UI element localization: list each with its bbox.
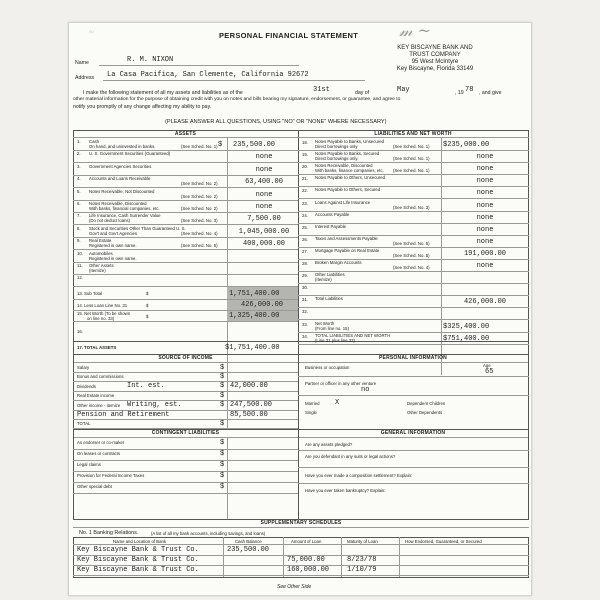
contingent-row-label: Other special debt xyxy=(77,484,112,489)
single-label: Single xyxy=(305,410,317,415)
liability-row-sublabel: (Itemize) xyxy=(315,277,332,283)
liability-row-value: none xyxy=(476,237,494,246)
subtotal-dollar: $ xyxy=(146,291,149,296)
income-row-label: Salary xyxy=(77,365,90,370)
asset-row-label: Cash xyxy=(89,139,100,144)
income-row-note: Pension and Retirement xyxy=(77,410,170,419)
asset-row-number: 7. xyxy=(77,213,81,219)
income-row-label: TOTAL xyxy=(77,421,91,427)
income-row-dollar: $ xyxy=(220,372,225,381)
liability-row-value: none xyxy=(476,213,494,222)
name-label: Name xyxy=(75,60,89,66)
liability-row-number: 19. xyxy=(302,152,308,158)
contingent-row-dollar: $ xyxy=(220,439,225,447)
income-row-dollar: $ xyxy=(220,363,225,372)
liability-row-label: Other Liabilities xyxy=(315,272,345,278)
name-value: R. M. NIXON xyxy=(127,56,174,64)
asset-row-value: none xyxy=(255,203,273,211)
bank-row-name: Key Biscayne Bank & Trust Co. xyxy=(77,566,199,574)
address-value: La Casa Pacifica, San Clemente, California 92672 xyxy=(107,71,309,79)
liability-row-number: 28. xyxy=(302,261,308,266)
asset-row-sublabel: With banks, financial companies, etc. xyxy=(89,206,160,211)
income-row-dollar: $ xyxy=(220,382,225,391)
asset-row-label: U. S. Government Securities (Guaranteed) xyxy=(89,151,171,157)
liability-row-number: 26. xyxy=(302,236,308,242)
bank-row-loan: 160,000.00 xyxy=(287,566,330,574)
liability-row-value: none xyxy=(476,189,494,198)
income-row-value: 42,000.00 xyxy=(230,382,268,391)
other-dependents-label: Other Dependents xyxy=(407,410,443,415)
asset-row-number: 11. xyxy=(77,263,83,268)
business-label: Business or occupation xyxy=(305,365,350,370)
asset-row-label: Other Assets xyxy=(89,263,114,268)
statement-day: 31st xyxy=(313,86,330,94)
asset-row-value: 235,500.00 xyxy=(233,141,276,149)
income-row-dollar: $ xyxy=(220,419,225,428)
liability-row-number: 21. xyxy=(302,176,308,182)
liability-row-value: none xyxy=(476,177,494,186)
contingent-row-dollar: $ xyxy=(220,483,225,491)
intro-line-2: other material information for the purpose of obtaining credit with you on notes and bills bearing my signature, endorsement, or guarantee, and agree to xyxy=(73,97,401,102)
contingent-row-dollar: $ xyxy=(220,461,225,469)
age-value: 65 xyxy=(485,368,494,376)
partner-value: no xyxy=(361,386,370,394)
asset-row-number: 9. xyxy=(77,238,81,244)
signature-mark: 𝓂 ~ xyxy=(399,21,432,40)
net-worth-label: 15. Net Worth (To be shown xyxy=(77,311,131,316)
income-row-label: Bonus and commissions xyxy=(77,374,124,380)
partner-label: Partner or officer in any other venture xyxy=(305,381,377,386)
bank-line-4: Key Biscayne, Florida 33149 xyxy=(396,66,474,72)
asset-row-schedule: (See Sched. No. 2) xyxy=(181,206,218,211)
asset-row-number: 2. xyxy=(77,151,81,157)
less-loan-label: 14. Less Loan Line No. 31 xyxy=(77,303,128,308)
less-loan-dollar: $ xyxy=(146,303,149,308)
asset-row-number: 5. xyxy=(77,188,81,194)
asset-row-number: 4. xyxy=(77,176,81,182)
liability-row-label: Accounts Payable xyxy=(315,211,350,217)
contingent-row-label: As endorser or co-maker xyxy=(77,440,125,445)
liability-row-schedule: (See Sched. No. 1) xyxy=(393,144,430,149)
liability-row-number: 25. xyxy=(302,224,308,230)
asset-row-label: Stock and Securities Other Than Guaranteed U. S. xyxy=(89,225,186,231)
subtotal-value: 1,751,400.00 xyxy=(229,290,280,298)
liability-row-value: $235,000.00 xyxy=(443,141,490,149)
liability-row-label: Taxes and Assessments Payable xyxy=(315,235,378,241)
liability-row-number: 22. xyxy=(302,188,308,194)
general-q4: Have you ever taken bankruptcy? Explain: xyxy=(305,488,386,493)
footer-see-other-side: See Other Side xyxy=(277,584,312,590)
col-cash-balance: Cash Balance xyxy=(235,539,262,544)
liabilities-header: LIABILITIES AND NET WORTH xyxy=(374,131,452,137)
liability-row-number: 27. xyxy=(302,248,308,254)
liability-row-value: $325,400.00 xyxy=(443,322,490,331)
address-label: Address xyxy=(75,75,95,81)
general-q3: Have you ever made a composition settlement? Explain: xyxy=(305,473,413,478)
liability-row-value: 426,000.00 xyxy=(463,298,506,307)
liability-row-sublabel: Direct borrowings only. xyxy=(315,156,359,162)
total-assets-value: $1,751,400.00 xyxy=(225,344,280,352)
statement-year: 78 xyxy=(465,86,474,94)
liability-row-label: Total Liabilities xyxy=(315,296,343,302)
liability-row-label: Notes Payable to Others, Secured xyxy=(315,187,381,193)
asset-row-schedule: (See Sched. No. 2) xyxy=(181,193,218,199)
liability-row-value: none xyxy=(476,153,494,162)
asset-row-label: Notes Receivable, Not Discounted xyxy=(89,188,155,194)
bank-row-loan: 75,000.00 xyxy=(287,556,325,564)
liability-row-number: 24. xyxy=(302,212,308,218)
asset-row-number: 12. xyxy=(77,275,83,281)
less-loan-value: 426,000.00 xyxy=(241,301,284,309)
supplementary-header: SUPPLEMENTARY SCHEDULES xyxy=(260,520,342,526)
col-loan-maturity: Maturity of Loan xyxy=(347,539,378,544)
liability-row-number: 30. xyxy=(302,285,308,291)
intro-line-3: notify you promptly of any change affecting my ability to pay. xyxy=(73,104,212,110)
asset-row-sublabel: (Do not deduct loans) xyxy=(89,218,131,224)
liability-row-label: Notes Payable to Banks, Unsecured xyxy=(315,139,385,144)
income-row-dollar: $ xyxy=(220,391,225,400)
contingent-row-label: Legal claims xyxy=(77,462,101,467)
income-row-value: 85,500.00 xyxy=(230,410,268,419)
asset-row-label: Government Agencies Securities xyxy=(89,163,152,169)
contingent-row-label: On leases or contracts xyxy=(77,451,120,456)
col-endorsed: How Endorsed, Guaranteed, or Secured xyxy=(405,539,482,544)
subtotal-label: 13. Sub Total xyxy=(77,291,103,296)
asset-row-label: Life Insurance, Cash Surrender Value xyxy=(89,213,161,219)
liability-row-schedule: (See Sched. No. 4) xyxy=(393,265,430,270)
liability-row-number: 23. xyxy=(302,200,308,206)
income-row-note: Int. est. xyxy=(127,382,165,391)
liability-row-number: 33. xyxy=(302,321,308,327)
income-row-dollar: $ xyxy=(220,401,225,410)
bank-line-1: KEY BISCAYNE BANK AND xyxy=(397,45,473,51)
asset-row-dollar: $ xyxy=(218,141,223,149)
asset-row-sublabel: Gov't and Gov't Agencies xyxy=(89,230,137,236)
liability-row-number: 32. xyxy=(302,309,308,315)
liability-row-schedule: (See Sched. No. 5) xyxy=(393,240,430,246)
bank-row-maturity: 8/23/78 xyxy=(347,556,377,564)
financial-statement-page xyxy=(68,22,532,596)
asset-row-label: Automobiles xyxy=(89,250,113,256)
personal-header: PERSONAL INFORMATION xyxy=(379,355,447,361)
bank-row-name: Key Biscayne Bank & Trust Co. xyxy=(77,556,199,564)
day-of-text: day of xyxy=(355,90,370,96)
assets-header: ASSETS xyxy=(174,131,197,137)
liability-row-label: Broken Margin Accounts xyxy=(315,260,362,265)
contingent-header: CONTINGENT LIABILITIES xyxy=(151,430,220,436)
asset-row-sublabel: Registered in own name. xyxy=(89,243,137,249)
asset-row-value: 1,045,000.00 xyxy=(238,227,290,236)
intro-line-1 xyxy=(83,90,243,96)
married-label: Married xyxy=(305,401,320,406)
asset-row-schedule: (See Sched. No. 1) xyxy=(181,144,218,149)
asset-row-number: 6. xyxy=(77,201,81,206)
liability-row-schedule: (See Sched. No. 1) xyxy=(393,156,430,162)
asset-row-number: 10. xyxy=(77,250,83,256)
asset-row-value: none xyxy=(255,190,273,199)
income-row-note: Writing, est. xyxy=(127,401,182,410)
liability-row-sublabel: (From line no. 15) xyxy=(315,325,349,331)
liability-row-label: Notes Payable to Others, Unsecured xyxy=(315,175,385,181)
liability-row-schedule: (See Sched. No. 5) xyxy=(393,252,430,258)
liability-row-sublabel: (Line 31 plus line 33) xyxy=(315,337,355,343)
asset-row-label: Real Estate xyxy=(89,238,112,244)
income-header: SOURCE OF INCOME xyxy=(158,355,213,361)
instruction-text: (PLEASE ANSWER ALL QUESTIONS, USING "NO" OR "NONE" WHERE NECESSARY) xyxy=(165,119,387,125)
line-16-label: 16. xyxy=(77,329,83,334)
intro-and: , and give xyxy=(479,90,502,96)
liability-row-label: Mortgage Payable on Real Estate xyxy=(315,247,380,253)
net-worth-label-2: on line no. 33) xyxy=(87,316,115,321)
bank-line-2: TRUST COMPANY xyxy=(409,52,461,58)
asset-row-value: none xyxy=(255,165,273,174)
liability-row-number: 31. xyxy=(302,297,308,303)
income-row-value: 247,500.00 xyxy=(230,401,273,410)
general-q2: Are you defendant in any suits or legal actions? xyxy=(305,454,396,459)
liability-row-value: none xyxy=(476,165,494,174)
total-assets-label: 17. TOTAL ASSETS xyxy=(77,345,117,350)
contingent-row-dollar: $ xyxy=(220,450,225,458)
asset-row-number: 3. xyxy=(77,163,81,169)
col-loan-amount: Amount of Loan xyxy=(291,539,322,544)
liability-row-number: 34. xyxy=(302,333,308,339)
bank-address xyxy=(365,45,505,73)
liability-row-number: 29. xyxy=(302,273,308,279)
liability-row-sublabel: Direct borrowings only xyxy=(315,144,358,149)
liability-row-label: Net Worth xyxy=(315,320,335,326)
asset-row-value: 7,500.00 xyxy=(247,215,281,224)
bank-row-name: Key Biscayne Bank & Trust Co. xyxy=(77,546,199,554)
liability-row-label: Interest Payable xyxy=(315,223,347,229)
liability-row-label: Notes Payable to Banks, Secured xyxy=(315,151,380,157)
contingent-row-dollar: $ xyxy=(220,472,225,480)
asset-row-label: Accounts and Loans Receivable xyxy=(89,176,151,182)
asset-row-schedule: (See Sched. No. 4) xyxy=(181,230,218,236)
general-q1: Are any assets pledged? xyxy=(305,442,353,447)
liability-row-number: 20. xyxy=(302,164,308,170)
schedule-title: No. 1 Banking Relations. xyxy=(79,530,139,536)
liability-row-label: Loans Against Life Insurance xyxy=(315,199,371,205)
bank-line-3: 95 West McIntyre xyxy=(411,59,459,65)
liability-row-value: none xyxy=(476,201,494,210)
liability-row-number: 18. xyxy=(302,140,308,145)
bank-row-cash: 235,500.00 xyxy=(227,546,270,554)
liability-row-value: none xyxy=(476,225,494,234)
asset-row-schedule: (See Sched. No. 5) xyxy=(181,243,218,249)
general-header: GENERAL INFORMATION xyxy=(380,430,446,436)
liability-row-value: none xyxy=(476,262,494,270)
asset-row-sublabel: (Itemize) xyxy=(89,268,106,273)
liability-row-label: TOTAL LIABILITIES AND NET WORTH xyxy=(315,332,391,338)
schedule-note: (A list of all my bank accounts, including savings, and loans) xyxy=(151,531,266,536)
intro-text-1: I make the following statement of all my assets and liabilities as of the xyxy=(83,90,243,96)
asset-row-sublabel: Registered in own name. xyxy=(89,255,137,261)
asset-row-value: 400,000.00 xyxy=(242,240,285,249)
asset-row-schedule: (See Sched. No. 2) xyxy=(181,181,218,187)
col-bank-name: Name and Location of Bank xyxy=(113,539,167,544)
asset-row-value: 63,400.00 xyxy=(245,178,283,187)
statement-month: May xyxy=(397,86,410,94)
income-row-label: Other income - itemize xyxy=(77,402,121,408)
asset-row-value: none xyxy=(255,153,273,162)
stray-mark: no xyxy=(89,29,94,34)
liability-row-schedule: (See Sched. No. 3) xyxy=(393,204,430,210)
bank-row-maturity: 1/10/79 xyxy=(347,566,377,574)
liability-row-sublabel: With banks, finance companies, etc. xyxy=(315,168,384,174)
age-label: Age xyxy=(483,363,491,368)
contingent-row-label: Provision for Federal Income Taxes xyxy=(77,473,145,478)
dependent-children-label: Dependent Children xyxy=(407,401,446,406)
income-row-label: Dividends xyxy=(77,383,96,389)
liability-row-label: Notes Receivable, Discounted xyxy=(315,163,373,169)
asset-row-sublabel: On hand, and uninvested in banks. xyxy=(89,144,156,149)
liability-row-schedule: (See Sched. No. 1) xyxy=(393,168,430,174)
income-row-label: Real Estate income xyxy=(77,393,115,399)
form-title: PERSONAL FINANCIAL STATEMENT xyxy=(219,31,359,40)
asset-row-number: 1. xyxy=(77,139,81,144)
liability-row-value: $751,400.00 xyxy=(443,334,490,343)
married-value: X xyxy=(335,399,340,407)
year-prefix: , 19 xyxy=(455,90,464,96)
asset-row-schedule: (See Sched. No. 3) xyxy=(181,218,218,224)
liability-row-value: 191,000.00 xyxy=(463,249,506,258)
net-worth-dollar: $ xyxy=(146,314,149,319)
asset-row-label: Notes Receivable, Discounted xyxy=(89,201,147,206)
asset-row-number: 8. xyxy=(77,225,81,231)
net-worth-value: 1,325,400.00 xyxy=(229,312,280,320)
